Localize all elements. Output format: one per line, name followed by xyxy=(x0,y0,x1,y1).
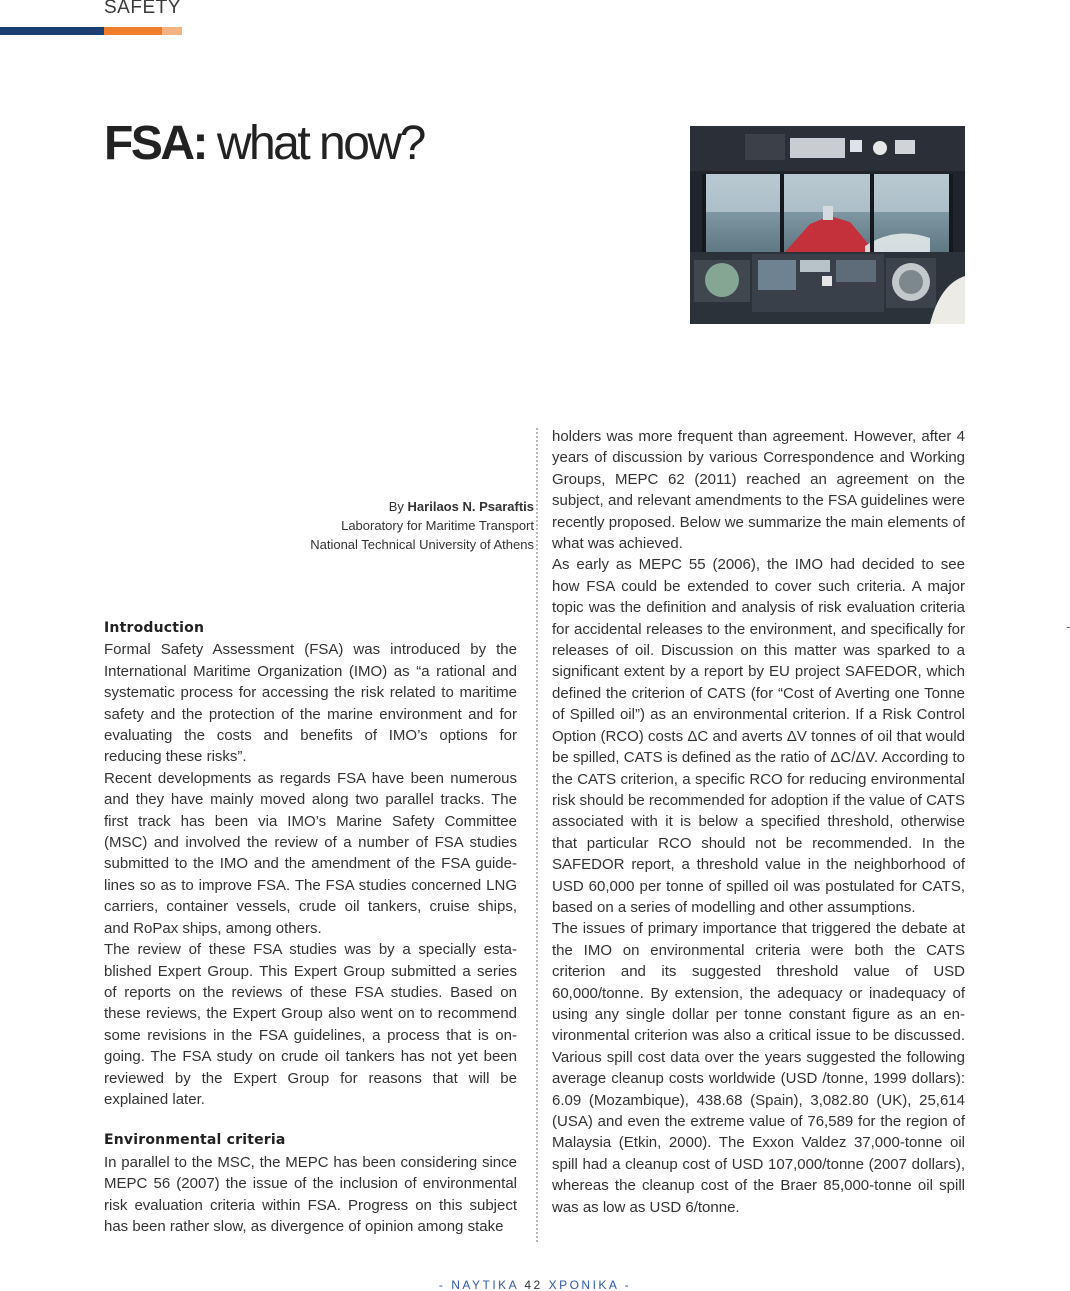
section-label: SAFETY xyxy=(104,0,181,18)
title-light-part: what now? xyxy=(205,117,424,170)
footer-publication-right: ΧΡΟΝΙΚΑ xyxy=(542,1278,619,1291)
paragraph: As early as MEPC 55 (2006), the IMO had decided to see how FSA could be extended to cover such criteria. A major topic was the definition and analysis of risk evaluation criteria for accidental releases to the environment, and specifically for releases of oil. Discussion on this matter was sparked to a significant extent by a report by EU project SAFEDOR, which defined the criterion of CATS (for “Cost of Averting one Tonne of Spilled oil”) as an environmental criterion. If a Risk Control Option (RCO) costs ΔC and averts ΔV tonnes of oil that would be spilled, CATS is defined as the ratio of ΔC/ΔV. According to the CATS criterion, a specific RCO for reducing environmental risk should be recommended for adoption if the value of CATS associated with it is below a specified threshold, otherwise that particular RCO should not be recommended. In the SAFEDOR report, a threshold value in the neighborhood of USD 60,000 per tonne of spilled oil was postulated for CATS, based on a series of modelling and other assumptions. xyxy=(552,556,965,916)
column-divider xyxy=(536,428,538,1242)
byline-author: Harilaos N. Psaraftis xyxy=(407,499,534,514)
paragraph: In parallel to the MSC, the MEPC has been considering since MEPC 56 (2007) the issue of the inclusion of environmental risk evaluation criteria within FSA. Progress on this subject has been rather slow, as divergence of opinion among stake xyxy=(104,1153,517,1235)
article-column-right xyxy=(552,426,965,1218)
page-number: 42 xyxy=(524,1278,543,1291)
title-bold-part: FSA: xyxy=(104,117,206,170)
byline-affiliation-1: Laboratory for Maritime Transport xyxy=(341,518,534,533)
paragraph: holders was more frequent than agreement. However, after 4 years of discussion by various Correspondence and Working Groups, MEPC 62 (2011) reached an agreement on the subject, and relevant amendments to the FSA guidelines were recently proposed. Below we summarize the main elements of what was achieved. xyxy=(552,428,965,553)
footer-dash-left: - xyxy=(438,1278,452,1291)
paragraph: Formal Safety Assessment (FSA) was introduced by the International Maritime Organization (IMO) as “a rational and systematic process for accessing the risk related to maritime safety and the protection of the marine environment and for evaluating the costs and benefits of IMO’s options for reducing these risks”. xyxy=(104,641,517,766)
footer-dash-right: - xyxy=(618,1278,632,1291)
byline-affiliation-2: National Technical University of Athens xyxy=(310,537,534,552)
ship-bridge-photo xyxy=(690,126,965,324)
header-bar-navy xyxy=(0,27,104,35)
footer-publication-left: ΝΑΥΤΙΚΑ xyxy=(451,1278,525,1291)
page-footer xyxy=(0,1278,1070,1291)
article-title xyxy=(104,117,424,170)
paragraph: The review of these FSA studies was by a specially established Expert Group. This Expert Group submitted a series of reports on the reviews of these FSA studies. Based on these reviews, the Expert Group also went on to recommend some revisions in the FSA guidelines, a process that is ongoing. The FSA study on crude oil tankers has not yet been reviewed by the Expert Group for reasons that will be explained later. xyxy=(104,941,517,1108)
byline-author-line xyxy=(310,497,534,516)
header-bar-light-orange xyxy=(162,27,182,35)
heading-introduction: Introduction xyxy=(104,620,205,636)
byline xyxy=(310,497,534,554)
margin-mark: - xyxy=(1066,620,1070,634)
heading-environmental-criteria: Environmental criteria xyxy=(104,1132,286,1149)
paragraph: The issues of primary importance that triggered the debate at the IMO on environmental criteria were both the CATS criterion and its suggested threshold value of USD 60,000/tonne. By extension, the adequacy or inadequacy of using any single dollar per tonne constant figure as an environmental criterion was also a critical issue to be discussed. Various spill cost data over the years suggested the following average cleanup costs worldwide (USD /tonne, 1999 dollars): 6.09 (Mozambique), 438.68 (Spain), 3,082.80 (UK), 25,614 (USA) and even the extreme value of 76,589 for the region of Malaysia (Etkin, 2000). The Exxon Valdez 37,000-tonne oil spill had a cleanup cost of USD 107,000/tonne (2007 dollars), whereas the cleanup cost of the Braer 85,000-tonne oil spill was as low as USD 6/tonne. xyxy=(552,920,965,1216)
paragraph: Recent developments as regards FSA have been numerous and they have mainly moved along two parallel tracks. The first track has been via IMO’s Marine Safety Committee (MSC) and involved the review of a number of FSA studies submitted to the IMO and the amendment of the FSA guidelines so as to improve FSA. The FSA studies concerned LNG carriers, container vessels, crude oil tankers, cruise ships, and RoPax ships, among others. xyxy=(104,769,517,937)
article-column-left xyxy=(104,618,517,1237)
header-bar-orange xyxy=(104,27,162,35)
byline-prefix: By xyxy=(388,499,408,514)
